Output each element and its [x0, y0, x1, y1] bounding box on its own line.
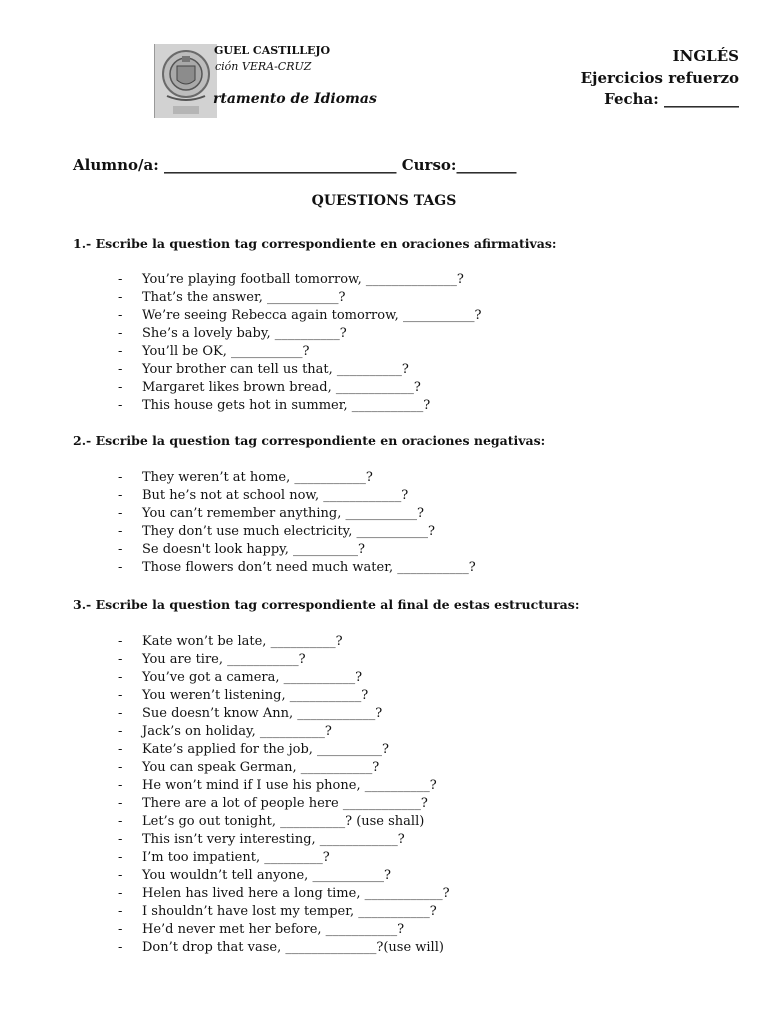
list-item: [118, 397, 481, 415]
school-subtitle: ción VERA-CRUZ: [215, 60, 312, 73]
list-item: [118, 903, 450, 921]
list-item: [118, 487, 476, 505]
list-bullet: -: [118, 904, 123, 919]
list-bullet: -: [118, 814, 123, 829]
exercise-text: Those flowers don’t need much water, ___________?: [142, 560, 476, 575]
section-1-list: [118, 271, 481, 415]
list-bullet: -: [118, 344, 123, 359]
list-item: [118, 777, 450, 795]
list-item: [118, 705, 450, 723]
exercise-text: Se doesn't look happy, __________?: [142, 542, 365, 557]
list-bullet: -: [118, 706, 123, 721]
list-bullet: -: [118, 868, 123, 883]
exercise-text: This house gets hot in summer, ___________?: [142, 398, 431, 413]
exercise-text: You’ll be OK, ___________?: [142, 344, 310, 359]
list-bullet: -: [118, 832, 123, 847]
exercise-text: Let’s go out tonight, __________? (use shall): [142, 814, 425, 829]
list-item: [118, 541, 476, 559]
list-item: [118, 307, 481, 325]
exercise-text: Don’t drop that vase, ______________?(use will): [142, 940, 444, 955]
exercise-text: You are tire, ___________?: [142, 652, 306, 667]
list-bullet: -: [118, 724, 123, 739]
list-item: [118, 867, 450, 885]
exercise-text: But he’s not at school now, ____________?: [142, 488, 409, 503]
list-item: [118, 651, 450, 669]
exercise-text: Sue doesn’t know Ann, ____________?: [142, 706, 383, 721]
subject-title: INGLÉS: [672, 47, 739, 65]
list-bullet: -: [118, 688, 123, 703]
list-item: [118, 633, 450, 651]
list-bullet: -: [118, 380, 123, 395]
list-item: [118, 271, 481, 289]
list-item: [118, 559, 476, 577]
list-item: [118, 523, 476, 541]
exercise-text: I shouldn’t have lost my temper, ___________?: [142, 904, 437, 919]
list-bullet: -: [118, 524, 123, 539]
exercise-text: He’d never met her before, ___________?: [142, 922, 405, 937]
exercise-text: She’s a lovely baby, __________?: [142, 326, 347, 341]
list-item: [118, 469, 476, 487]
list-bullet: -: [118, 760, 123, 775]
exercise-text: He won’t mind if I use his phone, __________?: [142, 778, 437, 793]
list-bullet: -: [118, 470, 123, 485]
list-bullet: -: [118, 326, 123, 341]
list-bullet: -: [118, 670, 123, 685]
list-bullet: -: [118, 506, 123, 521]
section-3-heading: 3.- Escribe la question tag correspondiente al final de estas estructuras:: [73, 597, 580, 612]
exercise-text: This isn’t very interesting, ____________?: [142, 832, 405, 847]
list-bullet: -: [118, 308, 123, 323]
list-bullet: -: [118, 272, 123, 287]
list-item: [118, 687, 450, 705]
list-bullet: -: [118, 290, 123, 305]
exercise-text: You’re playing football tomorrow, ______________?: [142, 272, 464, 287]
list-bullet: -: [118, 560, 123, 575]
school-crest-icon: [155, 44, 217, 118]
list-bullet: -: [118, 940, 123, 955]
exercise-text: You can speak German, ___________?: [142, 760, 380, 775]
list-item: [118, 795, 450, 813]
list-item: [118, 921, 450, 939]
exercise-text: That’s the answer, ___________?: [142, 290, 346, 305]
list-bullet: -: [118, 922, 123, 937]
section-3-list: [118, 633, 450, 957]
section-2-list: [118, 469, 476, 577]
list-item: [118, 849, 450, 867]
page-title: QUESTIONS TAGS: [311, 193, 457, 209]
list-bullet: -: [118, 542, 123, 557]
exercise-text: Margaret likes brown bread, ____________?: [142, 380, 421, 395]
list-bullet: -: [118, 796, 123, 811]
list-item: [118, 361, 481, 379]
exercise-text: They weren’t at home, ___________?: [142, 470, 373, 485]
section-1-heading: 1.- Escribe la question tag correspondiente en oraciones afirmativas:: [73, 236, 557, 251]
school-name: GUEL CASTILLEJO: [214, 44, 331, 57]
list-item: [118, 669, 450, 687]
exercise-text: You can’t remember anything, ___________?: [142, 506, 424, 521]
list-bullet: -: [118, 742, 123, 757]
list-item: [118, 813, 450, 831]
exercise-text: I’m too impatient, _________?: [142, 850, 330, 865]
exercise-text: You wouldn’t tell anyone, ___________?: [142, 868, 391, 883]
exercise-text: Jack’s on holiday, __________?: [142, 724, 332, 739]
list-item: [118, 885, 450, 903]
list-item: [118, 759, 450, 777]
list-bullet: -: [118, 362, 123, 377]
list-item: [118, 289, 481, 307]
list-item: [118, 325, 481, 343]
list-bullet: -: [118, 778, 123, 793]
exercise-text: Kate’s applied for the job, __________?: [142, 742, 389, 757]
list-item: [118, 379, 481, 397]
list-bullet: -: [118, 886, 123, 901]
exercise-text: They don’t use much electricity, ___________?: [142, 524, 436, 539]
list-item: [118, 939, 450, 957]
list-bullet: -: [118, 850, 123, 865]
list-item: [118, 831, 450, 849]
list-item: [118, 505, 476, 523]
list-item: [118, 343, 481, 361]
list-bullet: -: [118, 634, 123, 649]
exercise-text: You’ve got a camera, ___________?: [142, 670, 363, 685]
list-item: [118, 723, 450, 741]
exercise-text: Kate won’t be late, __________?: [142, 634, 343, 649]
list-item: [118, 741, 450, 759]
student-name-course-line: Alumno/a: _______________________________ Curso:________: [73, 156, 517, 174]
exercise-text: We’re seeing Rebecca again tomorrow, ___________?: [142, 308, 482, 323]
exercise-text: Helen has lived here a long time, ____________?: [142, 886, 450, 901]
list-bullet: -: [118, 652, 123, 667]
list-bullet: -: [118, 398, 123, 413]
exercise-text: There are a lot of people here ____________?: [142, 796, 428, 811]
exercise-text: You weren’t listening, ___________?: [142, 688, 369, 703]
date-field: Fecha: __________: [604, 90, 739, 108]
school-logo: [154, 44, 217, 118]
department-name: rtamento de Idiomas: [213, 91, 377, 107]
section-2-heading: 2.- Escribe la question tag correspondiente en oraciones negativas:: [73, 433, 546, 448]
list-bullet: -: [118, 488, 123, 503]
worksheet-title: Ejercicios refuerzo: [580, 69, 739, 87]
exercise-text: Your brother can tell us that, __________?: [142, 362, 409, 377]
